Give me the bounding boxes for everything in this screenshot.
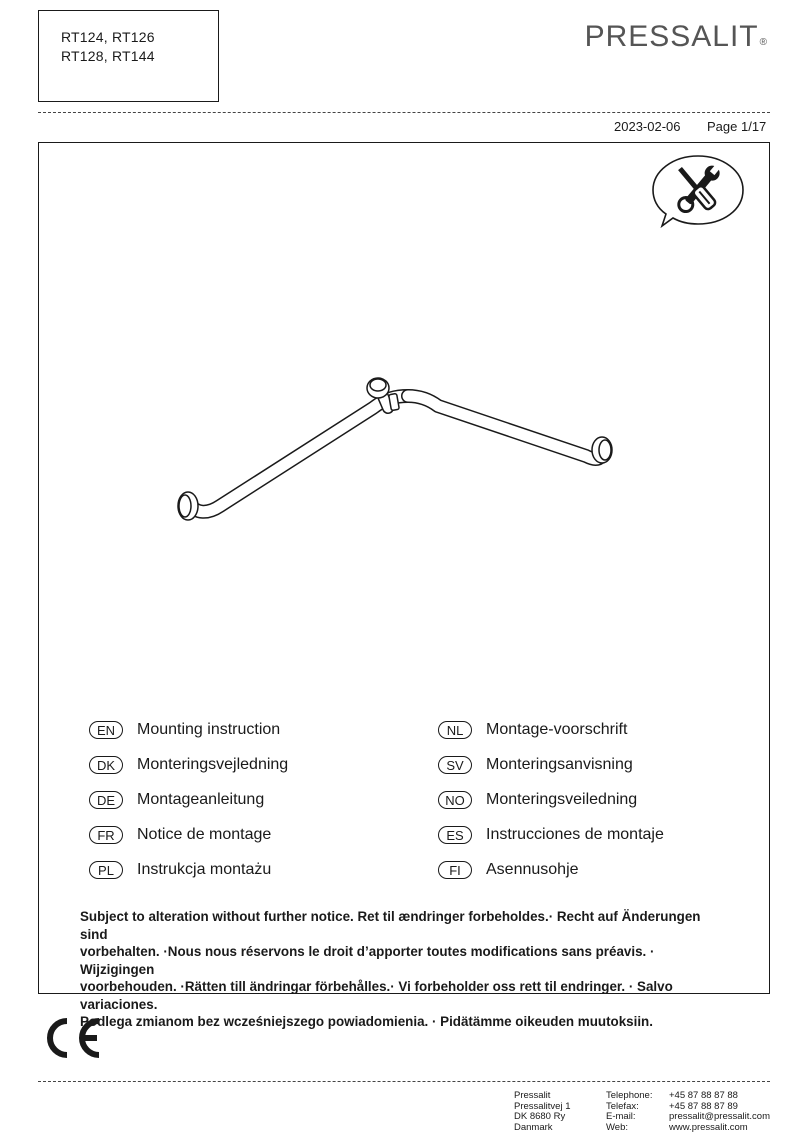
page-number: Page 1/17 [707, 119, 767, 134]
language-item-nl [438, 719, 627, 741]
contact-label: Telephone: [606, 1090, 653, 1101]
language-item-sv [438, 754, 633, 776]
language-title: Montage-voorschrift [486, 721, 628, 738]
angled-grab-bar [168, 368, 628, 528]
language-item-dk [89, 754, 288, 776]
footer-contact-labels [606, 1091, 652, 1133]
model-line-1: RT124, RT126 [61, 29, 155, 45]
language-code-badge: DK [89, 756, 123, 774]
contact-value: +45 87 88 87 89 [669, 1100, 738, 1112]
language-title: Monteringsvejledning [137, 756, 289, 773]
language-title: Monteringsanvisning [486, 756, 633, 773]
brand-name: PRESSALIT [584, 20, 759, 53]
footer-address [514, 1091, 571, 1133]
language-item-es [438, 824, 664, 846]
language-code-badge: FI [438, 861, 472, 879]
language-code-badge: NO [438, 791, 472, 809]
address-line: Pressalit [514, 1090, 551, 1101]
language-title: Instrukcja montażu [137, 861, 272, 878]
contact-label: Telefax: [606, 1100, 639, 1112]
address-line: Danmark [514, 1121, 553, 1133]
language-code-badge: SV [438, 756, 472, 774]
language-code-badge: DE [89, 791, 123, 809]
language-title: Asennusohje [486, 861, 579, 878]
language-item-fi [438, 859, 579, 881]
language-title: Montageanleitung [137, 791, 265, 808]
language-item-de [89, 789, 264, 811]
document-date: 2023-02-06 [614, 119, 681, 134]
screwdriver-wrench-icon [648, 152, 748, 234]
model-line-2: RT128, RT144 [61, 48, 155, 64]
notice-line: vorbehalten. ·Nous nous réservons le droit d’apporter toutes modifications sans préavis. · Wijzigingen [80, 944, 655, 977]
contact-value: www.pressalit.com [669, 1121, 748, 1133]
contact-value: pressalit@pressalit.com [669, 1111, 770, 1122]
contact-label: E-mail: [606, 1111, 636, 1122]
notice-line: Subject to alteration without further notice. Ret til ændringer forbeholdes.· Recht auf Änderungen sind [80, 909, 701, 942]
language-code-badge: ES [438, 826, 472, 844]
address-line: DK 8680 Ry [514, 1111, 566, 1122]
notice-line: Podlega zmianom bez wcześniejszego powiadomienia. · Pidätämme oikeuden muutoksiin. [80, 1014, 653, 1029]
language-code-badge: FR [89, 826, 123, 844]
ce-mark-icon [39, 1015, 105, 1061]
alteration-notice [80, 908, 730, 1031]
footer-contact-values [669, 1091, 770, 1133]
language-code-badge: PL [89, 861, 123, 879]
language-item-no [438, 789, 637, 811]
header-divider [38, 112, 770, 113]
address-line: Pressalitvej 1 [514, 1100, 571, 1112]
contact-label: Web: [606, 1121, 629, 1133]
language-item-en [89, 719, 280, 741]
language-item-pl [89, 859, 271, 881]
language-title: Notice de montage [137, 826, 272, 843]
language-title: Monteringsveiledning [486, 791, 638, 808]
notice-line: voorbehouden. ·Rätten till ändringar förbehålles.· Vi forbeholder oss rett til endringer. · Salvo variaciones. [80, 979, 673, 1012]
contact-value: +45 87 88 87 88 [669, 1090, 738, 1101]
brand-logo [585, 20, 768, 54]
language-title: Mounting instruction [137, 721, 281, 738]
footer-divider [38, 1081, 770, 1082]
language-title: Instrucciones de montaje [486, 826, 664, 843]
language-code-badge: EN [89, 721, 123, 739]
language-item-fr [89, 824, 271, 846]
registered-mark: ® [759, 37, 768, 48]
model-number-box [38, 10, 219, 102]
language-code-badge: NL [438, 721, 472, 739]
